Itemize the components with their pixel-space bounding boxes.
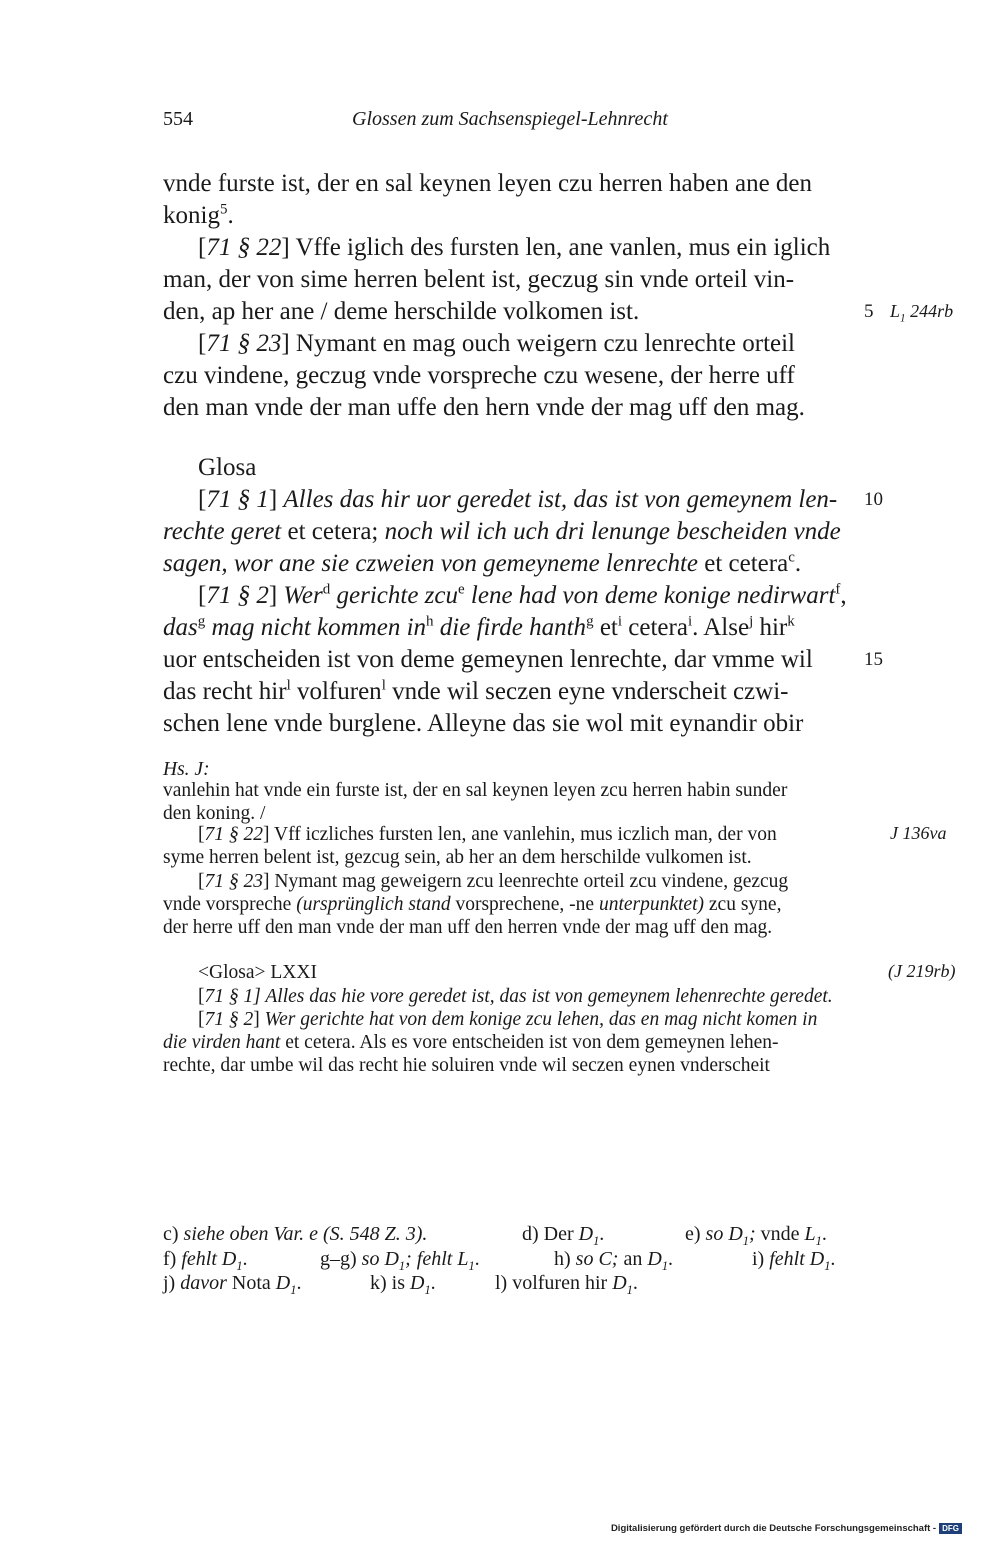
running-title: Glossen zum Sachsenspiegel-Lehnrecht bbox=[352, 108, 668, 130]
text-line: schen lene vnde burglene. Alleyne das sie wol mit eynandir obir bbox=[163, 710, 804, 737]
footnote: c) siehe oben Var. e (S. 548 Z. 3). bbox=[163, 1223, 428, 1245]
line-number: 10 bbox=[864, 489, 883, 510]
text-line: [71 § 2] Wer$^d$ gerichte zcu$^e$ lene had von deme konige nedirwart$^f$, bbox=[198, 581, 847, 609]
text-line: das recht hir$^l$ volfuren$^l$ vnde wil seczen eyne vnderscheit czwi- bbox=[163, 677, 789, 705]
text-line: czu vindene, geczug vnde vorspreche czu wesene, der herre uff bbox=[163, 362, 795, 389]
apparatus-line: rechte, dar umbe wil das recht hie soluiren vnde wil seczen eynen vnderscheit bbox=[163, 1055, 770, 1076]
apparatus-line: [71 § 22] Vff iczliches fursten len, ane vanlehin, mus iczlich man, der von bbox=[198, 824, 777, 845]
text-line: [71 § 22] Vffe iglich des fursten len, ane vanlen, mus ein iglich bbox=[198, 234, 831, 261]
footnote: e) so $D_1$; vnde $L_1$. bbox=[685, 1223, 827, 1248]
text-line: man, der von sime herren belent ist, geczug sin vnde orteil vin- bbox=[163, 266, 795, 293]
glosa-heading: Glosa bbox=[198, 454, 257, 481]
manuscript-siglum: J 136va bbox=[890, 823, 947, 843]
manuscript-siglum: $L_1$ 244rb bbox=[890, 301, 954, 325]
line-number: 15 bbox=[864, 649, 883, 670]
footnote: i) fehlt $D_1$. bbox=[752, 1248, 836, 1273]
text-line: den, ap her ane / deme herschilde volkomen ist. bbox=[163, 298, 640, 325]
line-number: 5 bbox=[864, 301, 874, 322]
footnote: f) fehlt $D_1$. bbox=[163, 1248, 248, 1273]
text-line: [71 § 23] Nymant en mag ouch weigern czu lenrechte orteil bbox=[198, 330, 795, 357]
footnote: j) davor Nota $D_1$. bbox=[163, 1272, 302, 1297]
apparatus-line: den koning. / bbox=[163, 803, 266, 824]
apparatus-line: [71 § 23] Nymant mag geweigern zcu leenrechte orteil zcu vindene, gezcug bbox=[198, 871, 789, 892]
apparatus-line: vnde vorspreche (ursprünglich stand vorsprechene, -ne unterpunktet) zcu syne, bbox=[163, 894, 782, 915]
footnote: k) is $D_1$. bbox=[370, 1272, 436, 1297]
dfg-logo: DFG bbox=[939, 1523, 962, 1534]
funding-text: Digitalisierung gefördert durch die Deutsche Forschungsgemeinschaft - bbox=[610, 1523, 937, 1534]
manuscript-siglum: (J 219rb) bbox=[888, 961, 956, 981]
text-line: den man vnde der man uffe den hern vnde der mag uff den mag. bbox=[163, 394, 805, 421]
paragraph-reference: 71 § 22 bbox=[206, 234, 282, 261]
text-line: rechte geret et cetera; noch wil ich uch dri lenunge bescheiden vnde bbox=[163, 518, 841, 545]
text-line: sagen, wor ane sie czweien von gemeyneme lenrechte et cetera$^c$. bbox=[163, 549, 802, 577]
footnote: g–g) so $D_1$; fehlt $L_1$. bbox=[320, 1248, 480, 1273]
text-line: uor entscheiden ist von deme gemeynen lenrechte, dar vmme wil bbox=[163, 646, 813, 673]
text-line: vnde furste ist, der en sal keynen leyen czu herren haben ane den bbox=[163, 170, 813, 197]
apparatus-line: der herre uff den man vnde der man uff den herren vnde der mag uff den mag. bbox=[163, 917, 773, 938]
apparatus-line: <Glosa> LXXI bbox=[198, 962, 317, 983]
apparatus-line: [71 § 2] Wer gerichte hat von dem konige zcu lehen, das en mag nicht komen in bbox=[198, 1009, 818, 1030]
apparatus-line: vanlehin hat vnde ein furste ist, der en sal keynen leyen zcu herren habin sunder bbox=[163, 780, 788, 801]
footnote: l) volfuren hir $D_1$. bbox=[495, 1272, 638, 1297]
text-line: das$^g$ mag nicht kommen $in^h$ die firde hanth$^g$ $et^i$ cetera$^i$. Alse$^j$ hir$^k$ bbox=[163, 613, 795, 641]
footnote: d) Der $D_1$. bbox=[522, 1223, 605, 1248]
apparatus-line: die virden hant et cetera. Als es vore entscheiden ist von dem gemeynen lehen- bbox=[163, 1032, 779, 1053]
funding-notice bbox=[611, 1523, 962, 1534]
page-number: 554 bbox=[163, 108, 193, 130]
footnote: h) so C; an $D_1$. bbox=[554, 1248, 674, 1273]
apparatus-line: syme herren belent ist, gezcug sein, ab her an dem herschilde vulkomen ist. bbox=[163, 847, 752, 868]
paragraph-reference: 71 § 23 bbox=[206, 330, 282, 357]
apparatus-line: [71 § 1] Alles das hie vore geredet ist, das ist von gemeynem lehenrechte geredet. bbox=[198, 986, 833, 1007]
footnote-marker: 5 bbox=[219, 201, 228, 218]
hs-label: Hs. J: bbox=[163, 759, 210, 780]
text-line: [71 § 1] Alles das hir uor geredet ist, das ist von gemeynem len- bbox=[198, 486, 838, 513]
text-line: konig$^5$. bbox=[163, 201, 234, 229]
